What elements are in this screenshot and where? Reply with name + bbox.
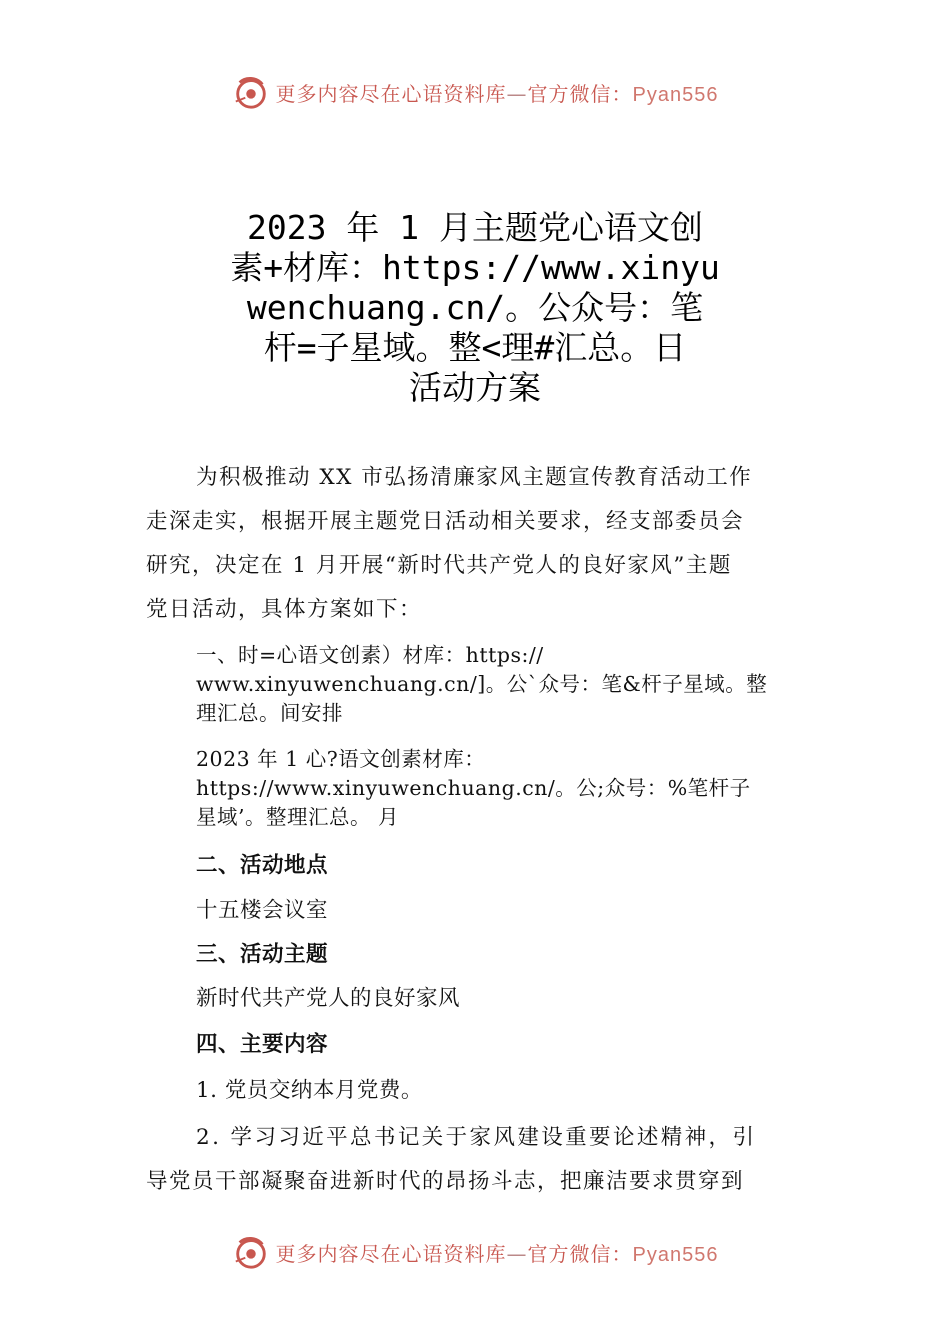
logo-icon: [232, 73, 270, 111]
logo-icon: [232, 1233, 270, 1271]
time-line: 星域’。整理汇总。 月: [196, 805, 400, 829]
section4-item2-line: 2. 学习习近平总书记关于家风建设重要论述精神，引: [196, 1125, 757, 1150]
banner-text: 更多内容尽在心语资料库—官方微信：Pyan556: [275, 1241, 719, 1266]
section3-heading: 三、活动主题: [196, 942, 329, 967]
section2-heading: 二、活动地点: [196, 853, 329, 878]
title-line: wenchuang.cn/。公众号：笔: [246, 288, 704, 327]
section3-text: 新时代共产党人的良好家风: [196, 986, 461, 1011]
section1-line: 理汇总。间安排: [196, 701, 343, 725]
intro-line: 走深走实，根据开展主题党日活动相关要求，经支部委员会: [146, 509, 745, 534]
section1-line: 一、时=心语文创素）材库：https://: [196, 643, 544, 667]
section4-heading: 四、主要内容: [196, 1032, 329, 1057]
section4-item1: 1. 党员交纳本月党费。: [196, 1078, 423, 1103]
intro-line: 研究，决定在 1 月开展“新时代共产党人的良好家风”主题: [146, 553, 732, 578]
section4-item2-line: 导党员干部凝聚奋进新时代的昂扬斗志，把廉洁要求贯穿到: [146, 1169, 745, 1194]
intro-line: 为积极推动 XX 市弘扬清廉家风主题宣传教育活动工作: [196, 465, 753, 490]
time-line: 2023 年 1 心?语文创素材库：: [196, 747, 486, 771]
header-banner: [0, 72, 950, 112]
title-line: 素+材库：https://www.xinyu: [230, 248, 720, 287]
intro-line: 党日活动，具体方案如下：: [146, 597, 423, 622]
document-title: [230, 208, 720, 408]
footer-banner: [0, 1232, 950, 1272]
time-line: https://www.xinyuwenchuang.cn/。公;众号：%笔杆子: [196, 776, 751, 800]
intro-paragraph: [146, 456, 826, 632]
banner-text: 更多内容尽在心语资料库—官方微信：Pyan556: [275, 81, 719, 106]
section1-line: www.xinyuwenchuang.cn/]。公`众号：笔&杆子星域。整: [196, 672, 768, 696]
title-line: 杆=子星域。整<理#汇总。日: [263, 328, 687, 367]
section2-text: 十五楼会议室: [196, 898, 329, 923]
title-line: 活动方案: [409, 368, 541, 407]
title-line: 2023 年 1 月主题党心语文创: [247, 208, 703, 247]
